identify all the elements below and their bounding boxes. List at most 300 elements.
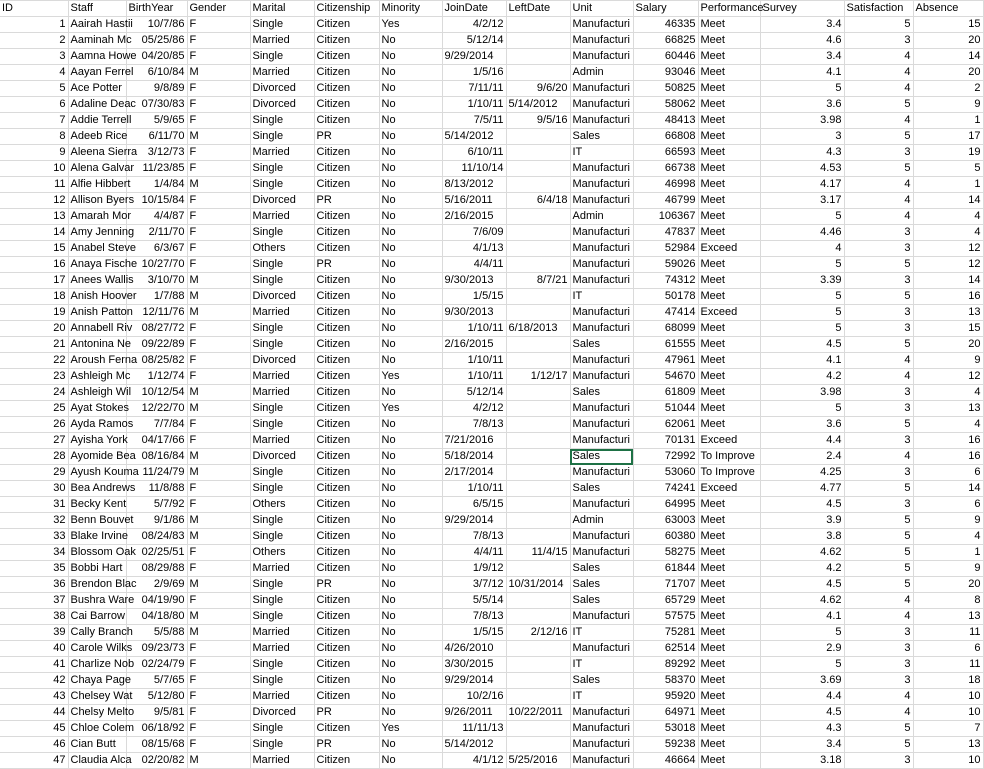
cell-salary[interactable]: 46335 bbox=[633, 17, 698, 33]
cell-satisfaction[interactable]: 3 bbox=[844, 33, 913, 49]
cell-id[interactable]: 24 bbox=[0, 385, 68, 401]
cell-leftdate[interactable] bbox=[506, 417, 570, 433]
cell-id[interactable]: 25 bbox=[0, 401, 68, 417]
cell-salary[interactable]: 66593 bbox=[633, 145, 698, 161]
cell-salary[interactable]: 52984 bbox=[633, 241, 698, 257]
cell-joindate[interactable]: 7/21/2016 bbox=[442, 433, 506, 449]
cell-id[interactable]: 30 bbox=[0, 481, 68, 497]
cell-citizenship[interactable]: Citizen bbox=[314, 657, 379, 673]
cell-gender[interactable]: F bbox=[187, 225, 250, 241]
cell-performance[interactable]: Meet bbox=[698, 273, 760, 289]
cell-leftdate[interactable] bbox=[506, 17, 570, 33]
cell-unit[interactable]: Manufacturi bbox=[570, 81, 633, 97]
cell-unit[interactable]: Sales bbox=[570, 673, 633, 689]
cell-satisfaction[interactable]: 5 bbox=[844, 529, 913, 545]
column-header-minority[interactable]: Minority bbox=[379, 1, 442, 17]
cell-birthyear[interactable]: 1/7/88 bbox=[126, 289, 187, 305]
cell-leftdate[interactable] bbox=[506, 401, 570, 417]
cell-leftdate[interactable] bbox=[506, 225, 570, 241]
cell-performance[interactable]: Meet bbox=[698, 257, 760, 273]
cell-citizenship[interactable]: Citizen bbox=[314, 497, 379, 513]
cell-gender[interactable]: F bbox=[187, 209, 250, 225]
cell-staff[interactable]: Alena Galvar bbox=[68, 161, 126, 177]
cell-survey[interactable]: 5 bbox=[760, 657, 844, 673]
cell-gender[interactable]: F bbox=[187, 737, 250, 753]
cell-id[interactable]: 29 bbox=[0, 465, 68, 481]
cell-id[interactable]: 11 bbox=[0, 177, 68, 193]
cell-unit[interactable]: Manufacturi bbox=[570, 225, 633, 241]
cell-minority[interactable]: No bbox=[379, 129, 442, 145]
column-header-staff[interactable]: Staff bbox=[68, 1, 126, 17]
cell-salary[interactable]: 75281 bbox=[633, 625, 698, 641]
cell-marital[interactable]: Married bbox=[250, 145, 314, 161]
cell-survey[interactable]: 3.17 bbox=[760, 193, 844, 209]
cell-id[interactable]: 8 bbox=[0, 129, 68, 145]
cell-unit[interactable]: Manufacturi bbox=[570, 161, 633, 177]
cell-minority[interactable]: No bbox=[379, 161, 442, 177]
cell-joindate[interactable]: 4/1/12 bbox=[442, 753, 506, 769]
cell-gender[interactable]: M bbox=[187, 465, 250, 481]
cell-citizenship[interactable]: Citizen bbox=[314, 449, 379, 465]
cell-leftdate[interactable] bbox=[506, 161, 570, 177]
cell-id[interactable]: 19 bbox=[0, 305, 68, 321]
cell-absence[interactable]: 13 bbox=[913, 305, 983, 321]
cell-gender[interactable]: F bbox=[187, 257, 250, 273]
cell-joindate[interactable]: 1/10/11 bbox=[442, 369, 506, 385]
cell-performance[interactable]: To Improve bbox=[698, 465, 760, 481]
cell-citizenship[interactable]: Citizen bbox=[314, 241, 379, 257]
cell-joindate[interactable]: 9/30/2013 bbox=[442, 273, 506, 289]
cell-birthyear[interactable]: 02/24/79 bbox=[126, 657, 187, 673]
cell-marital[interactable]: Single bbox=[250, 225, 314, 241]
cell-salary[interactable]: 66738 bbox=[633, 161, 698, 177]
cell-unit[interactable]: Sales bbox=[570, 337, 633, 353]
cell-satisfaction[interactable]: 5 bbox=[844, 161, 913, 177]
cell-satisfaction[interactable]: 5 bbox=[844, 257, 913, 273]
cell-absence[interactable]: 4 bbox=[913, 529, 983, 545]
cell-minority[interactable]: No bbox=[379, 33, 442, 49]
cell-minority[interactable]: No bbox=[379, 289, 442, 305]
cell-satisfaction[interactable]: 5 bbox=[844, 513, 913, 529]
cell-leftdate[interactable] bbox=[506, 65, 570, 81]
cell-id[interactable]: 42 bbox=[0, 673, 68, 689]
cell-absence[interactable]: 6 bbox=[913, 465, 983, 481]
cell-staff[interactable]: Ayomide Bea bbox=[68, 449, 126, 465]
cell-survey[interactable]: 4.4 bbox=[760, 689, 844, 705]
cell-unit[interactable]: Sales bbox=[570, 577, 633, 593]
cell-staff[interactable]: Anish Patton bbox=[68, 305, 126, 321]
cell-gender[interactable]: M bbox=[187, 289, 250, 305]
column-header-survey[interactable]: Survey bbox=[760, 1, 844, 17]
cell-performance[interactable]: Exceed bbox=[698, 241, 760, 257]
cell-staff[interactable]: Ayisha York bbox=[68, 433, 126, 449]
cell-satisfaction[interactable]: 4 bbox=[844, 369, 913, 385]
cell-staff[interactable]: Cally Branch bbox=[68, 625, 126, 641]
cell-minority[interactable]: No bbox=[379, 465, 442, 481]
cell-staff[interactable]: Aairah Hastii bbox=[68, 17, 126, 33]
cell-id[interactable]: 1 bbox=[0, 17, 68, 33]
cell-minority[interactable]: No bbox=[379, 657, 442, 673]
cell-unit[interactable]: Admin bbox=[570, 209, 633, 225]
cell-id[interactable]: 35 bbox=[0, 561, 68, 577]
cell-salary[interactable]: 93046 bbox=[633, 65, 698, 81]
cell-id[interactable]: 33 bbox=[0, 529, 68, 545]
cell-survey[interactable]: 4.4 bbox=[760, 433, 844, 449]
cell-unit[interactable]: Sales bbox=[570, 129, 633, 145]
cell-citizenship[interactable]: PR bbox=[314, 257, 379, 273]
cell-survey[interactable]: 3.98 bbox=[760, 113, 844, 129]
cell-satisfaction[interactable]: 5 bbox=[844, 337, 913, 353]
cell-unit[interactable]: Manufacturi bbox=[570, 97, 633, 113]
cell-marital[interactable]: Divorced bbox=[250, 97, 314, 113]
cell-joindate[interactable]: 4/1/13 bbox=[442, 241, 506, 257]
column-header-salary[interactable]: Salary bbox=[633, 1, 698, 17]
cell-birthyear[interactable]: 05/25/86 bbox=[126, 33, 187, 49]
cell-joindate[interactable]: 5/12/14 bbox=[442, 33, 506, 49]
cell-gender[interactable]: F bbox=[187, 337, 250, 353]
cell-satisfaction[interactable]: 3 bbox=[844, 497, 913, 513]
cell-staff[interactable]: Adeeb Rice bbox=[68, 129, 126, 145]
cell-salary[interactable]: 66808 bbox=[633, 129, 698, 145]
cell-gender[interactable]: F bbox=[187, 369, 250, 385]
cell-performance[interactable]: Meet bbox=[698, 145, 760, 161]
cell-salary[interactable]: 47414 bbox=[633, 305, 698, 321]
cell-citizenship[interactable]: Citizen bbox=[314, 209, 379, 225]
cell-unit[interactable]: Admin bbox=[570, 65, 633, 81]
cell-leftdate[interactable] bbox=[506, 257, 570, 273]
cell-birthyear[interactable]: 10/7/86 bbox=[126, 17, 187, 33]
cell-id[interactable]: 5 bbox=[0, 81, 68, 97]
cell-performance[interactable]: Exceed bbox=[698, 305, 760, 321]
cell-joindate[interactable]: 1/10/11 bbox=[442, 353, 506, 369]
cell-salary[interactable]: 46664 bbox=[633, 753, 698, 769]
cell-minority[interactable]: No bbox=[379, 449, 442, 465]
cell-marital[interactable]: Married bbox=[250, 65, 314, 81]
cell-joindate[interactable]: 7/11/11 bbox=[442, 81, 506, 97]
cell-minority[interactable]: Yes bbox=[379, 17, 442, 33]
cell-minority[interactable]: No bbox=[379, 513, 442, 529]
cell-performance[interactable]: Meet bbox=[698, 657, 760, 673]
cell-performance[interactable]: Meet bbox=[698, 369, 760, 385]
cell-citizenship[interactable]: Citizen bbox=[314, 161, 379, 177]
cell-unit[interactable]: Manufacturi bbox=[570, 529, 633, 545]
cell-satisfaction[interactable]: 5 bbox=[844, 577, 913, 593]
cell-citizenship[interactable]: PR bbox=[314, 577, 379, 593]
cell-performance[interactable]: Meet bbox=[698, 161, 760, 177]
cell-performance[interactable]: Exceed bbox=[698, 433, 760, 449]
cell-gender[interactable]: F bbox=[187, 49, 250, 65]
cell-id[interactable]: 31 bbox=[0, 497, 68, 513]
cell-salary[interactable]: 61555 bbox=[633, 337, 698, 353]
cell-staff[interactable]: Anish Hoover bbox=[68, 289, 126, 305]
cell-marital[interactable]: Single bbox=[250, 273, 314, 289]
cell-salary[interactable]: 47961 bbox=[633, 353, 698, 369]
cell-leftdate[interactable]: 9/5/16 bbox=[506, 113, 570, 129]
cell-satisfaction[interactable]: 3 bbox=[844, 385, 913, 401]
cell-joindate[interactable]: 5/16/2011 bbox=[442, 193, 506, 209]
cell-staff[interactable]: Cai Barrow bbox=[68, 609, 126, 625]
cell-minority[interactable]: No bbox=[379, 417, 442, 433]
cell-birthyear[interactable]: 11/23/85 bbox=[126, 161, 187, 177]
cell-unit[interactable]: Manufacturi bbox=[570, 273, 633, 289]
cell-joindate[interactable]: 4/26/2010 bbox=[442, 641, 506, 657]
cell-staff[interactable]: Blake Irvine bbox=[68, 529, 126, 545]
cell-marital[interactable]: Others bbox=[250, 497, 314, 513]
cell-gender[interactable]: M bbox=[187, 65, 250, 81]
cell-unit[interactable]: Manufacturi bbox=[570, 193, 633, 209]
cell-birthyear[interactable]: 08/27/72 bbox=[126, 321, 187, 337]
cell-minority[interactable]: No bbox=[379, 641, 442, 657]
cell-minority[interactable]: No bbox=[379, 593, 442, 609]
cell-citizenship[interactable]: Citizen bbox=[314, 337, 379, 353]
column-header-unit[interactable]: Unit bbox=[570, 1, 633, 17]
cell-leftdate[interactable]: 9/6/20 bbox=[506, 81, 570, 97]
cell-citizenship[interactable]: Citizen bbox=[314, 625, 379, 641]
cell-minority[interactable]: No bbox=[379, 241, 442, 257]
column-header-leftdate[interactable]: LeftDate bbox=[506, 1, 570, 17]
cell-absence[interactable]: 9 bbox=[913, 513, 983, 529]
cell-unit[interactable]: Manufacturi bbox=[570, 369, 633, 385]
cell-joindate[interactable]: 1/5/15 bbox=[442, 289, 506, 305]
cell-joindate[interactable]: 1/9/12 bbox=[442, 561, 506, 577]
column-header-birthyear[interactable]: BirthYear bbox=[126, 1, 187, 17]
cell-id[interactable]: 20 bbox=[0, 321, 68, 337]
cell-satisfaction[interactable]: 5 bbox=[844, 97, 913, 113]
cell-staff[interactable]: Bushra Ware bbox=[68, 593, 126, 609]
cell-citizenship[interactable]: Citizen bbox=[314, 145, 379, 161]
column-header-marital[interactable]: Marital bbox=[250, 1, 314, 17]
cell-gender[interactable]: M bbox=[187, 753, 250, 769]
cell-staff[interactable]: Addie Terrell bbox=[68, 113, 126, 129]
cell-birthyear[interactable]: 1/4/84 bbox=[126, 177, 187, 193]
cell-salary[interactable]: 64995 bbox=[633, 497, 698, 513]
cell-staff[interactable]: Cian Butt bbox=[68, 737, 126, 753]
cell-unit[interactable]: IT bbox=[570, 689, 633, 705]
cell-survey[interactable]: 4.62 bbox=[760, 593, 844, 609]
cell-citizenship[interactable]: Citizen bbox=[314, 289, 379, 305]
cell-joindate[interactable]: 9/29/2014 bbox=[442, 513, 506, 529]
cell-absence[interactable]: 11 bbox=[913, 625, 983, 641]
cell-absence[interactable]: 14 bbox=[913, 193, 983, 209]
cell-citizenship[interactable]: Citizen bbox=[314, 561, 379, 577]
cell-staff[interactable]: Bobbi Hart bbox=[68, 561, 126, 577]
column-header-absence[interactable]: Absence bbox=[913, 1, 983, 17]
cell-minority[interactable]: No bbox=[379, 737, 442, 753]
cell-birthyear[interactable]: 3/12/73 bbox=[126, 145, 187, 161]
cell-performance[interactable]: Meet bbox=[698, 545, 760, 561]
cell-absence[interactable]: 5 bbox=[913, 161, 983, 177]
cell-absence[interactable]: 14 bbox=[913, 273, 983, 289]
cell-minority[interactable]: No bbox=[379, 529, 442, 545]
cell-survey[interactable]: 3.4 bbox=[760, 49, 844, 65]
cell-minority[interactable]: No bbox=[379, 753, 442, 769]
cell-salary[interactable]: 58062 bbox=[633, 97, 698, 113]
cell-id[interactable]: 7 bbox=[0, 113, 68, 129]
cell-satisfaction[interactable]: 3 bbox=[844, 641, 913, 657]
cell-leftdate[interactable] bbox=[506, 385, 570, 401]
cell-minority[interactable]: Yes bbox=[379, 401, 442, 417]
cell-absence[interactable]: 4 bbox=[913, 385, 983, 401]
cell-survey[interactable]: 5 bbox=[760, 257, 844, 273]
cell-performance[interactable]: Meet bbox=[698, 193, 760, 209]
cell-joindate[interactable]: 9/29/2014 bbox=[442, 49, 506, 65]
cell-leftdate[interactable]: 1/12/17 bbox=[506, 369, 570, 385]
cell-leftdate[interactable] bbox=[506, 145, 570, 161]
cell-marital[interactable]: Single bbox=[250, 49, 314, 65]
cell-performance[interactable]: Meet bbox=[698, 401, 760, 417]
cell-survey[interactable]: 3.8 bbox=[760, 529, 844, 545]
cell-absence[interactable]: 1 bbox=[913, 113, 983, 129]
cell-id[interactable]: 45 bbox=[0, 721, 68, 737]
cell-performance[interactable]: Meet bbox=[698, 625, 760, 641]
cell-joindate[interactable]: 2/16/2015 bbox=[442, 337, 506, 353]
cell-satisfaction[interactable]: 3 bbox=[844, 305, 913, 321]
cell-performance[interactable]: Meet bbox=[698, 513, 760, 529]
cell-citizenship[interactable]: Citizen bbox=[314, 609, 379, 625]
cell-gender[interactable]: F bbox=[187, 689, 250, 705]
cell-joindate[interactable]: 1/10/11 bbox=[442, 321, 506, 337]
cell-birthyear[interactable]: 9/1/86 bbox=[126, 513, 187, 529]
cell-absence[interactable]: 4 bbox=[913, 209, 983, 225]
cell-marital[interactable]: Married bbox=[250, 369, 314, 385]
cell-absence[interactable]: 4 bbox=[913, 417, 983, 433]
cell-joindate[interactable]: 5/14/2012 bbox=[442, 129, 506, 145]
cell-gender[interactable]: M bbox=[187, 609, 250, 625]
cell-birthyear[interactable]: 11/24/79 bbox=[126, 465, 187, 481]
cell-survey[interactable]: 4.17 bbox=[760, 177, 844, 193]
cell-performance[interactable]: Meet bbox=[698, 97, 760, 113]
cell-birthyear[interactable]: 2/11/70 bbox=[126, 225, 187, 241]
cell-id[interactable]: 39 bbox=[0, 625, 68, 641]
cell-citizenship[interactable]: Citizen bbox=[314, 97, 379, 113]
cell-gender[interactable]: F bbox=[187, 161, 250, 177]
cell-salary[interactable]: 72992 bbox=[633, 449, 698, 465]
cell-unit[interactable]: Manufacturi bbox=[570, 353, 633, 369]
cell-survey[interactable]: 4.25 bbox=[760, 465, 844, 481]
cell-birthyear[interactable]: 09/22/89 bbox=[126, 337, 187, 353]
cell-satisfaction[interactable]: 3 bbox=[844, 625, 913, 641]
cell-salary[interactable]: 62514 bbox=[633, 641, 698, 657]
cell-joindate[interactable]: 3/7/12 bbox=[442, 577, 506, 593]
cell-citizenship[interactable]: Citizen bbox=[314, 305, 379, 321]
cell-leftdate[interactable] bbox=[506, 721, 570, 737]
cell-marital[interactable]: Married bbox=[250, 385, 314, 401]
cell-marital[interactable]: Single bbox=[250, 609, 314, 625]
cell-minority[interactable]: No bbox=[379, 561, 442, 577]
cell-performance[interactable]: Meet bbox=[698, 561, 760, 577]
cell-id[interactable]: 28 bbox=[0, 449, 68, 465]
cell-salary[interactable]: 70131 bbox=[633, 433, 698, 449]
cell-staff[interactable]: Chloe Colem bbox=[68, 721, 126, 737]
cell-birthyear[interactable]: 4/4/87 bbox=[126, 209, 187, 225]
cell-survey[interactable]: 4.3 bbox=[760, 721, 844, 737]
cell-marital[interactable]: Divorced bbox=[250, 289, 314, 305]
cell-salary[interactable]: 60380 bbox=[633, 529, 698, 545]
cell-gender[interactable]: M bbox=[187, 273, 250, 289]
cell-birthyear[interactable]: 10/15/84 bbox=[126, 193, 187, 209]
cell-id[interactable]: 4 bbox=[0, 65, 68, 81]
cell-unit[interactable]: Manufacturi bbox=[570, 305, 633, 321]
cell-marital[interactable]: Divorced bbox=[250, 449, 314, 465]
cell-minority[interactable]: No bbox=[379, 305, 442, 321]
cell-citizenship[interactable]: Citizen bbox=[314, 33, 379, 49]
cell-performance[interactable]: Meet bbox=[698, 721, 760, 737]
cell-unit[interactable]: Manufacturi bbox=[570, 417, 633, 433]
cell-birthyear[interactable]: 04/18/80 bbox=[126, 609, 187, 625]
cell-minority[interactable]: No bbox=[379, 609, 442, 625]
cell-citizenship[interactable]: Citizen bbox=[314, 593, 379, 609]
cell-citizenship[interactable]: Citizen bbox=[314, 353, 379, 369]
cell-unit[interactable]: Manufacturi bbox=[570, 33, 633, 49]
cell-marital[interactable]: Single bbox=[250, 577, 314, 593]
cell-survey[interactable]: 3.4 bbox=[760, 737, 844, 753]
cell-satisfaction[interactable]: 4 bbox=[844, 689, 913, 705]
cell-satisfaction[interactable]: 3 bbox=[844, 241, 913, 257]
cell-leftdate[interactable]: 2/12/16 bbox=[506, 625, 570, 641]
cell-staff[interactable]: Ayda Ramos bbox=[68, 417, 126, 433]
cell-minority[interactable]: No bbox=[379, 689, 442, 705]
cell-citizenship[interactable]: Citizen bbox=[314, 529, 379, 545]
cell-absence[interactable]: 13 bbox=[913, 401, 983, 417]
cell-joindate[interactable]: 11/10/14 bbox=[442, 161, 506, 177]
cell-satisfaction[interactable]: 5 bbox=[844, 289, 913, 305]
cell-birthyear[interactable]: 08/29/88 bbox=[126, 561, 187, 577]
cell-satisfaction[interactable]: 5 bbox=[844, 481, 913, 497]
cell-gender[interactable]: M bbox=[187, 129, 250, 145]
cell-gender[interactable]: F bbox=[187, 433, 250, 449]
cell-performance[interactable]: To Improve bbox=[698, 449, 760, 465]
cell-salary[interactable]: 74241 bbox=[633, 481, 698, 497]
cell-survey[interactable]: 4.5 bbox=[760, 705, 844, 721]
cell-marital[interactable]: Divorced bbox=[250, 353, 314, 369]
cell-id[interactable]: 18 bbox=[0, 289, 68, 305]
cell-survey[interactable]: 5 bbox=[760, 625, 844, 641]
cell-performance[interactable]: Meet bbox=[698, 529, 760, 545]
cell-gender[interactable]: M bbox=[187, 305, 250, 321]
cell-salary[interactable]: 63003 bbox=[633, 513, 698, 529]
cell-id[interactable]: 21 bbox=[0, 337, 68, 353]
cell-citizenship[interactable]: Citizen bbox=[314, 433, 379, 449]
cell-unit[interactable]: Sales bbox=[570, 449, 633, 465]
cell-marital[interactable]: Divorced bbox=[250, 705, 314, 721]
cell-unit[interactable]: Manufacturi bbox=[570, 321, 633, 337]
cell-satisfaction[interactable]: 4 bbox=[844, 113, 913, 129]
cell-unit[interactable]: Manufacturi bbox=[570, 113, 633, 129]
cell-leftdate[interactable]: 6/4/18 bbox=[506, 193, 570, 209]
cell-staff[interactable]: Ashleigh Wil bbox=[68, 385, 126, 401]
cell-staff[interactable]: Ayat Stokes bbox=[68, 401, 126, 417]
cell-joindate[interactable]: 5/12/14 bbox=[442, 385, 506, 401]
cell-birthyear[interactable]: 5/9/65 bbox=[126, 113, 187, 129]
cell-minority[interactable]: No bbox=[379, 49, 442, 65]
cell-joindate[interactable]: 9/26/2011 bbox=[442, 705, 506, 721]
cell-staff[interactable]: Brendon Blac bbox=[68, 577, 126, 593]
cell-citizenship[interactable]: Citizen bbox=[314, 513, 379, 529]
cell-minority[interactable]: No bbox=[379, 81, 442, 97]
cell-citizenship[interactable]: Citizen bbox=[314, 225, 379, 241]
cell-marital[interactable]: Married bbox=[250, 209, 314, 225]
cell-marital[interactable]: Single bbox=[250, 337, 314, 353]
cell-satisfaction[interactable]: 4 bbox=[844, 177, 913, 193]
cell-marital[interactable]: Single bbox=[250, 593, 314, 609]
cell-performance[interactable]: Meet bbox=[698, 49, 760, 65]
cell-joindate[interactable]: 7/5/11 bbox=[442, 113, 506, 129]
cell-citizenship[interactable]: PR bbox=[314, 129, 379, 145]
cell-minority[interactable]: No bbox=[379, 273, 442, 289]
cell-staff[interactable]: Aamna Howe bbox=[68, 49, 126, 65]
cell-leftdate[interactable] bbox=[506, 465, 570, 481]
cell-performance[interactable]: Meet bbox=[698, 177, 760, 193]
